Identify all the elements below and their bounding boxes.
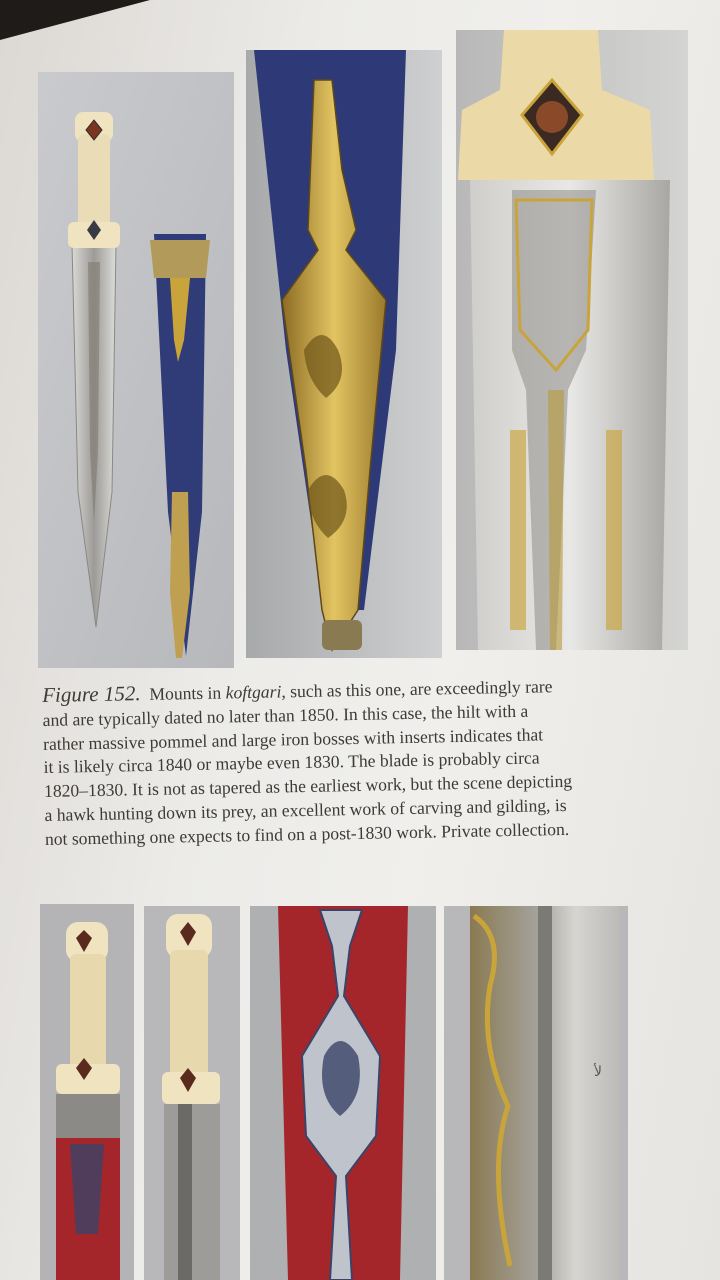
dagger-and-scabbard-image xyxy=(38,72,234,668)
caption-line-3: rather massive pommel and large iron bosses with inserts indicates that xyxy=(42,723,544,754)
caption-line-6: a hawk hunting down its prey, an excellent work of carving and gilding, is xyxy=(44,794,567,825)
photo-hilt-and-blade-closeup xyxy=(456,30,688,650)
blade-closeup-image xyxy=(444,906,628,1280)
photo-dagger-hilt-steel xyxy=(144,906,240,1280)
page-corner-shadow xyxy=(0,0,150,40)
caption-line-4: it is likely circa 1840 or maybe even 1830. The blade is probably circa xyxy=(43,747,540,778)
red-scabbard-closeup-image xyxy=(250,906,436,1280)
koftgari-term: koftgari xyxy=(225,681,282,703)
dagger-hilt-red-image xyxy=(40,904,134,1280)
caption-line-2: and are typically dated no later than 1850. In this case, the hilt with a xyxy=(42,700,529,730)
figure-label: Figure 152. xyxy=(41,681,141,707)
hilt-and-blade-image xyxy=(456,30,688,650)
scabbard-closeup-image xyxy=(246,50,442,658)
photo-dagger-hilt-red-scabbard xyxy=(40,904,134,1280)
dagger-hilt-steel-image xyxy=(144,906,240,1280)
photo-red-scabbard-closeup xyxy=(250,906,436,1280)
photo-dagger-and-scabbard xyxy=(38,72,234,668)
caption-line-1: Figure 152. Mounts in koftgari, such as this one, are exceedingly rare xyxy=(41,676,553,707)
figure-caption xyxy=(42,672,685,852)
caption-line-5: 1820–1830. It is not as tapered as the earliest work, but the scene depicting xyxy=(43,771,573,802)
photo-scabbard-closeup xyxy=(246,50,442,658)
photo-blade-closeup xyxy=(444,906,628,1280)
svg-text:ﻷ: ﻷ xyxy=(594,1064,602,1080)
caption-line-7: not something one expects to find on a post-1830 work. Private collection. xyxy=(44,818,570,849)
